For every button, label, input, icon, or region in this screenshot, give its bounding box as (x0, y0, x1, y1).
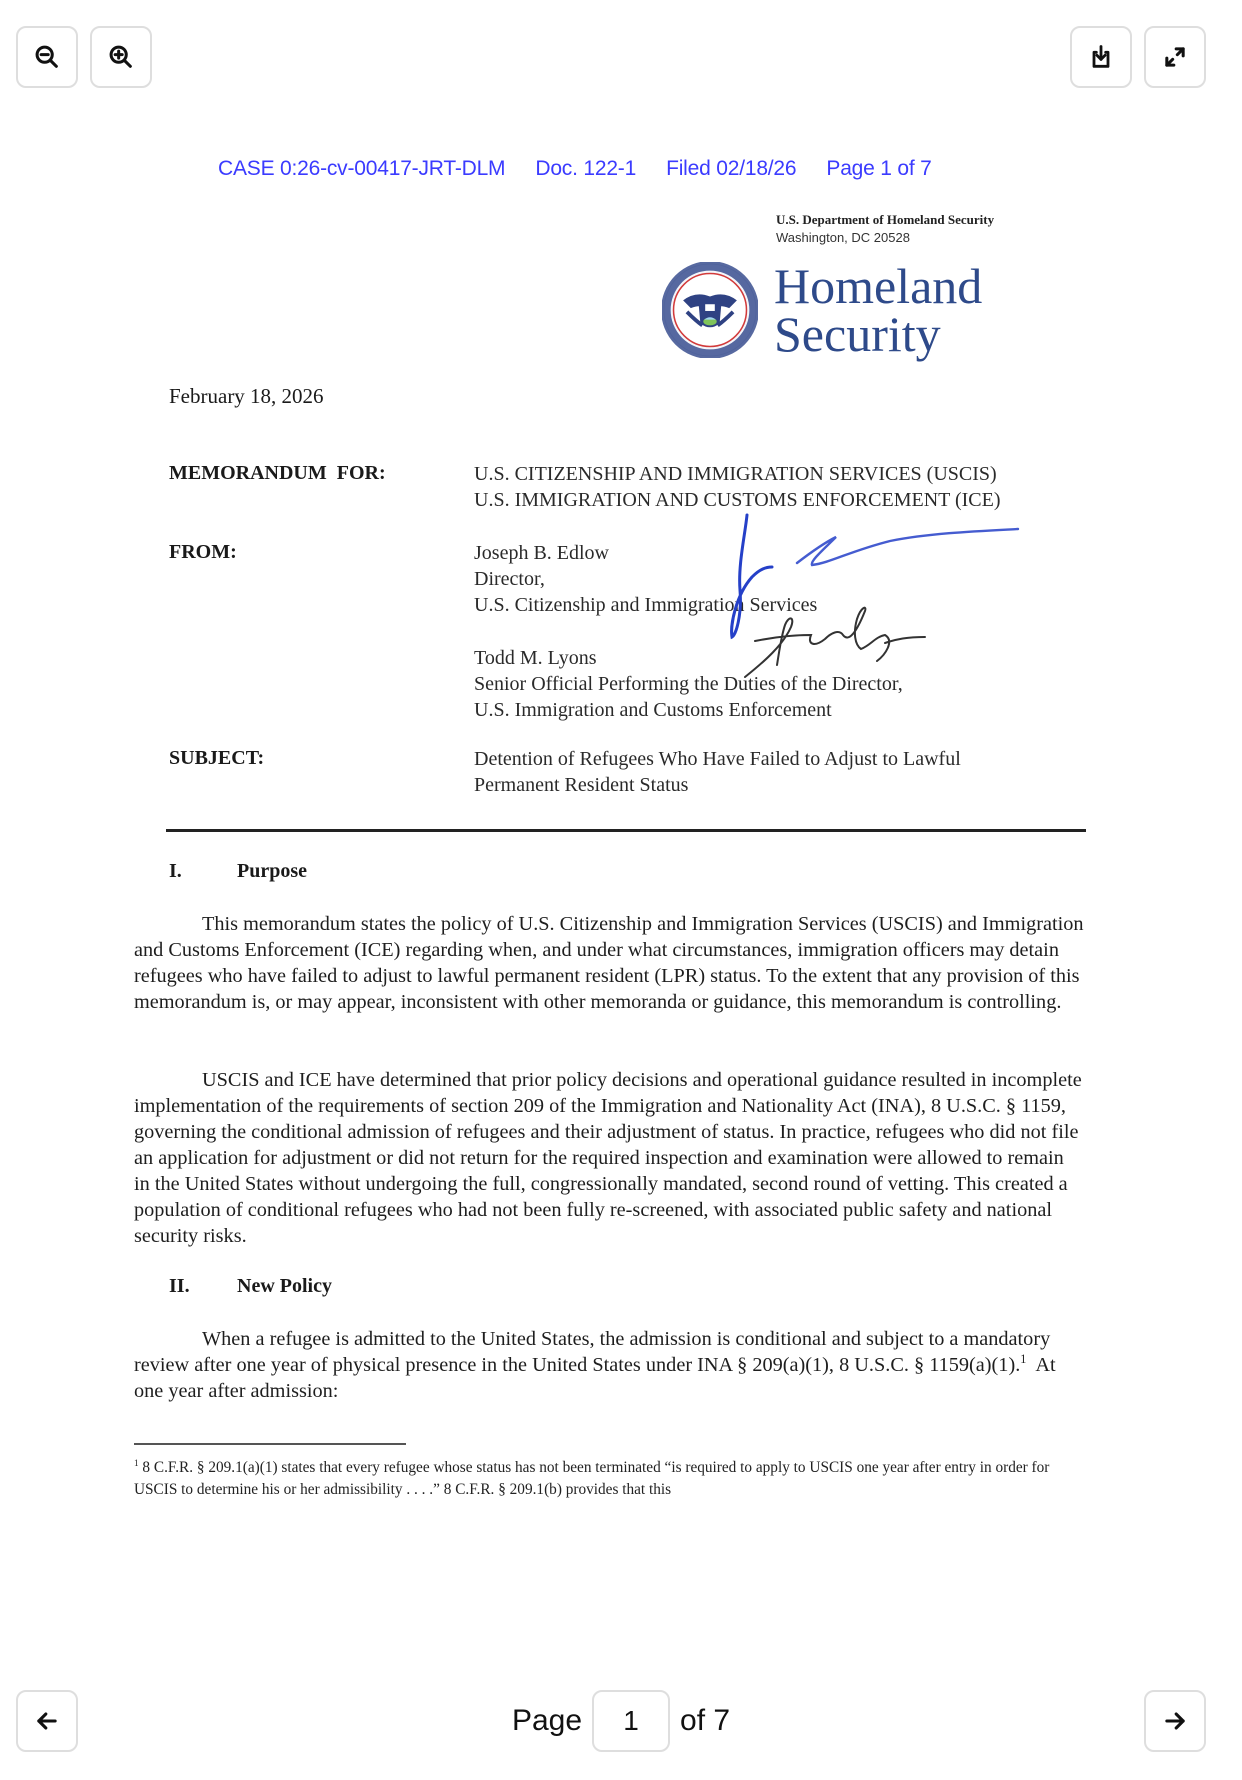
page-label: Page (511, 1704, 583, 1737)
memo-for-label: MEMORANDUM FOR: (169, 462, 386, 484)
footnote-divider (134, 1443, 406, 1445)
agency-address (776, 211, 994, 247)
filed-date: Filed 02/18/26 (666, 157, 797, 180)
subject-label: SUBJECT: (169, 747, 265, 769)
page-navigator (0, 1690, 1242, 1752)
signer-name: Joseph B. Edlow (474, 542, 609, 564)
memo-date: February 18, 2026 (169, 384, 324, 408)
page-number-input[interactable] (592, 1690, 670, 1752)
next-page-button[interactable] (1144, 1690, 1206, 1752)
section-heading (169, 1275, 332, 1298)
page-total: of 7 (680, 1704, 731, 1737)
recipient: U.S. IMMIGRATION AND CUSTOMS ENFORCEMENT (ICE) (474, 489, 1001, 511)
footnote-ref[interactable]: 1 (1020, 1352, 1027, 1367)
section-title: Purpose (237, 860, 307, 882)
footnote-marker: 1 (134, 1457, 139, 1468)
section-number: I. (169, 860, 182, 882)
wordmark-line-2: Security (774, 306, 941, 362)
signer-title: Senior Official Performing the Duties of the Director, (474, 673, 903, 695)
signer-block (474, 645, 903, 723)
footnote: $^1$ 8 C.F.R. § 209.1(a)(1) states that every refugee whose status has not been terminated “is required to apply to USCIS one year after entry in order for USCIS to determine his or her admissibility . . . .” 8 C.F.R. § 209.1(b) provides that this (134, 1457, 1050, 1498)
subject-line: Detention of Refugees Who Have Failed to Adjust to Lawful (474, 748, 961, 770)
page-count: Page 1 of 7 (826, 157, 932, 180)
homeland-security-wordmark (774, 258, 983, 362)
section-number: II. (169, 1275, 190, 1297)
signer-org: U.S. Citizenship and Immigration Services (474, 594, 818, 616)
paragraph: When a refugee is admitted to the United States, the admission is conditional and subject to a mandatory review after one year of physical presence in the United States under INA § 209(a)(1), 8 U.S.C. § 1159(a)(1).$^1$ At one year after admission: (134, 1328, 1061, 1402)
signer-title: Director, (474, 568, 545, 590)
doc-number: Doc. 122-1 (535, 157, 637, 180)
case-number: CASE 0:26-cv-00417-JRT-DLM (218, 157, 506, 180)
memo-for-recipients (474, 461, 1001, 513)
from-label: FROM: (169, 541, 237, 563)
section-title: New Policy (237, 1275, 332, 1297)
header-divider (166, 829, 1086, 832)
section-heading (169, 860, 307, 883)
subject-text (474, 746, 961, 798)
agency-city: Washington, DC 20528 (776, 230, 910, 245)
case-header (218, 157, 962, 181)
signer-org: U.S. Immigration and Customs Enforcement (474, 699, 832, 721)
recipient: U.S. CITIZENSHIP AND IMMIGRATION SERVICES (USCIS) (474, 463, 997, 485)
dhs-seal-icon (662, 262, 758, 358)
paragraph: This memorandum states the policy of U.S. Citizenship and Immigration Services (USCIS) and Immigration and Customs Enforcement (ICE) regarding when, and under what circumstances, immigration officers may detain refugees who have failed to adjust to lawful permanent resident (LPR) status. To the extent that any provision of this memorandum is, or may appear, inconsistent with other memoranda or guidance, this memorandum is controlling. (134, 913, 1084, 1013)
wordmark-line-1: Homeland (774, 258, 983, 314)
paragraph: USCIS and ICE have determined that prior policy decisions and operational guidance resulted in incomplete implementation of the requirements of section 209 of the Immigration and Nationality Act (INA), 8 U.S.C. § 1159, governing the conditional admission of refugees and their adjustment of status. In practice, refugees who did not file an application for adjustment or did not return for the required inspection and examination were allowed to remain in the United States without undergoing the full, congressionally mandated, second round of vetting. This created a population of conditional refugees who had not been fully re-screened, with associated public safety and national security risks. (134, 1069, 1082, 1247)
agency-name: U.S. Department of Homeland Security (776, 212, 995, 227)
arrow-right-icon (1161, 1707, 1189, 1735)
signer-name: Todd M. Lyons (474, 647, 597, 669)
signer-block (474, 540, 817, 618)
subject-line: Permanent Resident Status (474, 774, 689, 796)
